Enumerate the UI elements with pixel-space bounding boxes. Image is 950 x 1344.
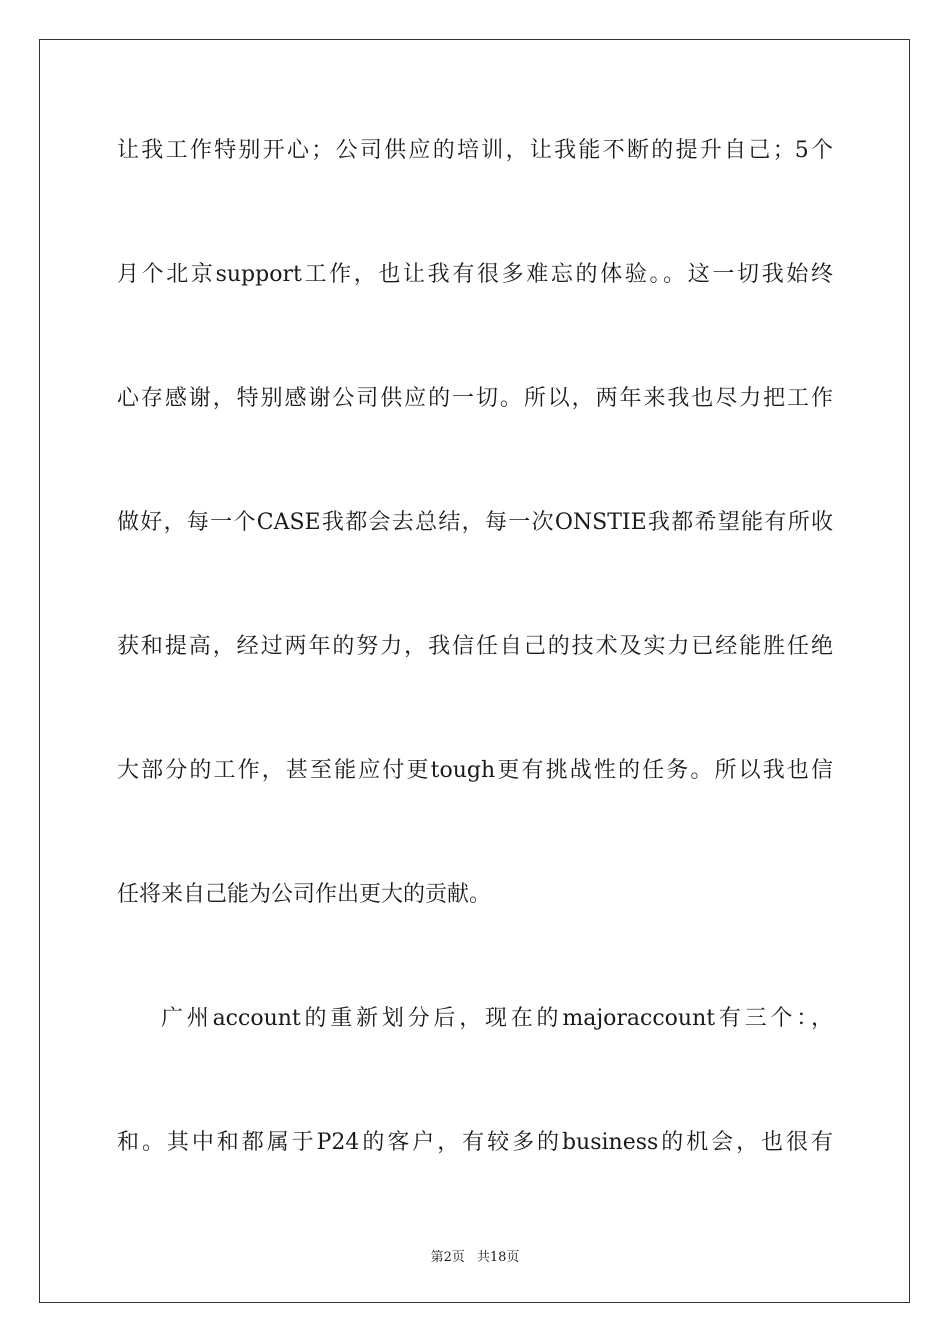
text-line: 心存感谢，特别感谢公司供应的一切。所以，两年来我也尽力把工作 — [117, 386, 833, 411]
page-border — [39, 39, 910, 1303]
paragraph-first-line: 广州account的重新划分后，现在的majoraccount有三个：， — [161, 1006, 833, 1031]
text-line: 获和提高，经过两年的努力，我信任自己的技术及实力已经能胜任绝 — [117, 634, 833, 659]
page-total: 共18页 — [476, 1250, 520, 1265]
page-footer — [0, 1246, 950, 1265]
text-line: 任将来自己能为公司作出更大的贡献。 — [117, 882, 492, 907]
text-line: 做好，每一个CASE我都会去总结，每一次ONSTIE我都希望能有所收 — [117, 510, 833, 535]
text-line: 让我工作特别开心；公司供应的培训，让我能不断的提升自己；5个 — [117, 138, 833, 163]
text-line: 和。其中和都属于P24的客户，有较多的business的机会，也很有 — [117, 1130, 833, 1155]
page-number: 第2页 — [430, 1250, 465, 1265]
text-line: 月个北京support工作，也让我有很多难忘的体验。。这一切我始终 — [117, 262, 833, 287]
text-line: 大部分的工作，甚至能应付更tough更有挑战性的任务。所以我也信 — [117, 758, 833, 783]
